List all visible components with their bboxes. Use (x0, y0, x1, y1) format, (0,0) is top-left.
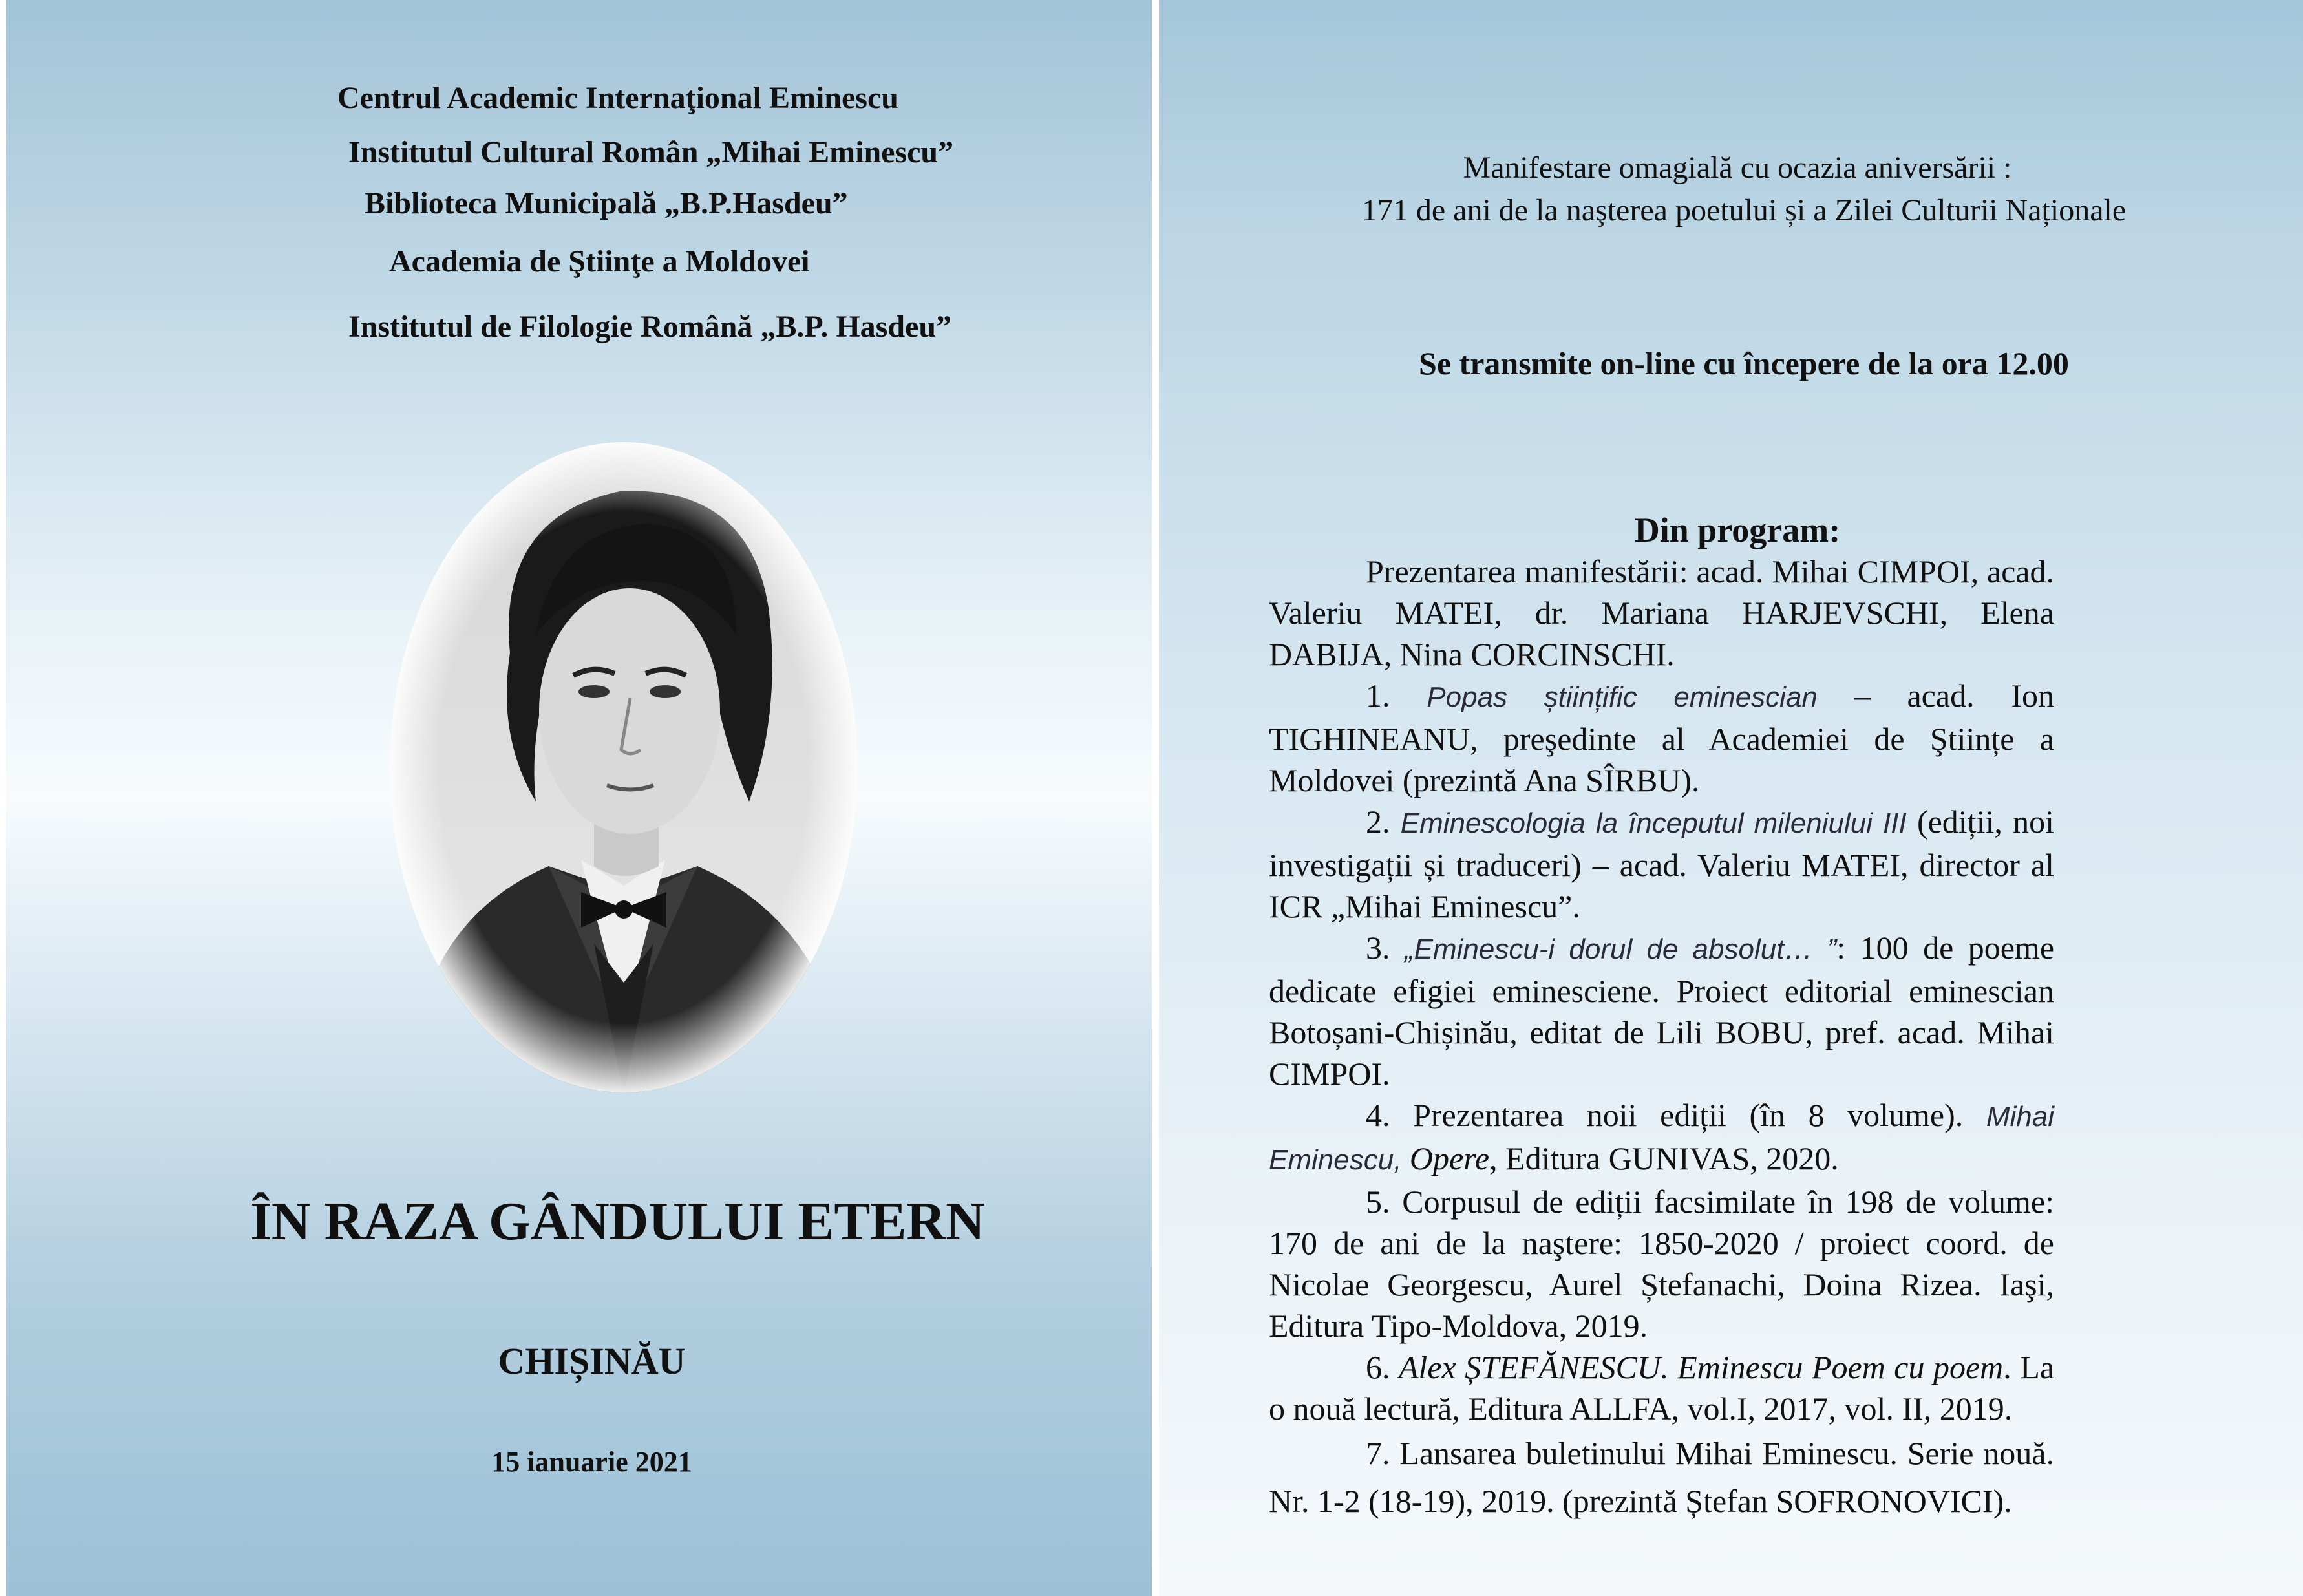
document-title: ÎN RAZA GÂNDULUI ETERN (250, 1191, 985, 1251)
institution-line: Centrul Academic Internaţional Eminescu (337, 81, 898, 115)
page-gutter (1152, 0, 1159, 1596)
program-heading: Din program: (1634, 511, 1841, 549)
institution-line: Institutul Cultural Român „Mihai Eminescu” (348, 135, 954, 169)
program-item: 7. Lansarea buletinului Mihai Eminescu. Serie nouă. Nr. 1-2 (18-19), 2019. (prezintă Ștefan SOFRONOVICI). (1269, 1435, 2054, 1519)
program-item: 1. Popas științific eminescian – acad. Ion TIGHINEANU, preşedinte al Academiei de Ştiințe a Moldovei (prezintă Ana SÎRBU). (1269, 677, 2055, 798)
program-item: 2. Eminescologia la începutul mileniului III (ediții, noi investigații și traduceri) – acad. Valeriu MATEI, director al ICR „Mihai Eminescu”. (1269, 803, 2054, 924)
institution-line: Biblioteca Municipală „B.P.Hasdeu” (365, 186, 848, 220)
program-presentation: Prezentarea manifestării: acad. Mihai CIMPOI, acad. Valeriu MATEI, dr. Mariana HARJEVSCHI, Elena DABIJA, Nina CORCINSCHI. (1269, 553, 2054, 672)
city-label: CHIȘINĂU (498, 1340, 686, 1382)
left-page (6, 0, 1152, 1596)
institution-line: Academia de Ştiinţe a Moldovei (389, 244, 810, 279)
portrait-image (387, 440, 860, 1095)
right-page (1159, 0, 2303, 1596)
event-date: 15 ianuarie 2021 (491, 1446, 692, 1478)
program-item: 6. Alex ȘTEFĂNESCU. Eminescu Poem cu poem. La o nouă lectură, Editura ALLFA, vol.I, 2017, vol. II, 2019. (1269, 1349, 2055, 1427)
program-item: 4. Prezentarea noii ediții (în 8 volume). Mihai Eminescu, Opere, Editura GUNIVAS, 2020. (1269, 1097, 2054, 1176)
program-list (1269, 551, 2054, 1525)
program-item: 5. Corpusul de ediții facsimilate în 198 de volume: 170 de ani de la naştere: 1850-2020 / proiect coord. de Nicolae Georgescu, Aurel Ștefanachi, Doina Rizea. Iaşi, Editura Tipo-Moldova, 2019. (1269, 1184, 2054, 1344)
broadcast-notice: Se transmite on-line cu începere de la ora 12.00 (1419, 345, 2069, 381)
program-item: 3. „Eminescu-i dorul de absolut… ”: 100 de poeme dedicate efigiei eminesciene. Proiect editorial eminescian Botoșani-Chișinău, editat de Lili BOBU, pref. acad. Mihai CIMPOI. (1269, 930, 2055, 1092)
institution-line: Institutul de Filologie Română „B.P. Hasdeu” (348, 310, 952, 344)
intro-line: Manifestare omagială cu ocazia aniversării : (1463, 151, 2012, 185)
intro-line: 171 de ani de la naşterea poetului și a Zilei Culturii Naționale (1361, 193, 2127, 228)
